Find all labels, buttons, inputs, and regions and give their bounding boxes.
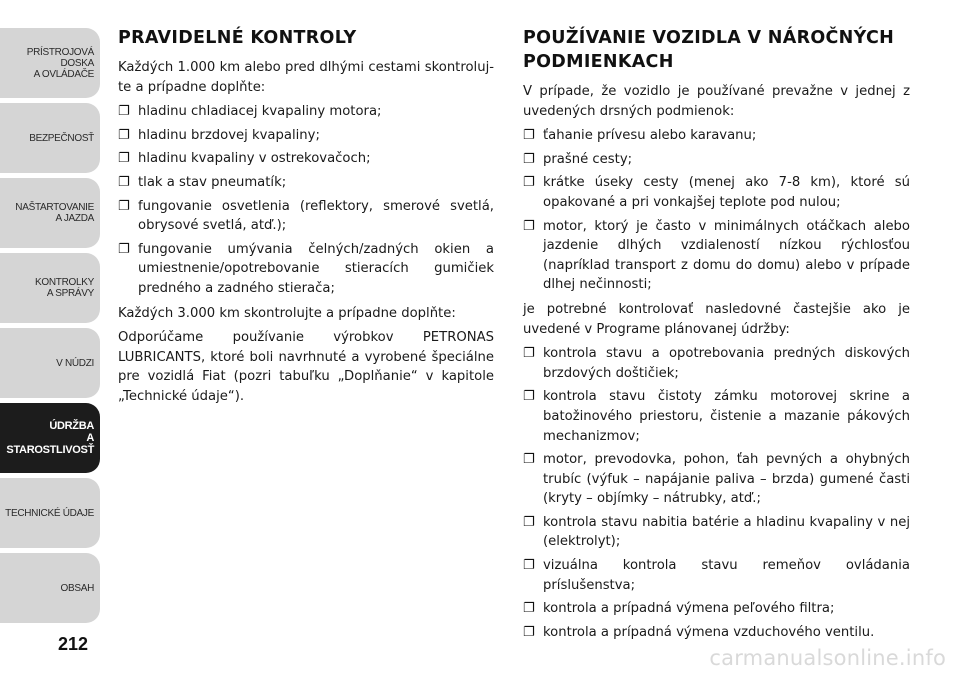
checkbox-icon: ❐ xyxy=(523,218,535,234)
checkbox-icon: ❐ xyxy=(523,558,535,574)
checkbox-icon: ❐ xyxy=(523,514,535,530)
page-number: 212 xyxy=(58,634,89,654)
tab-technicke-udaje[interactable]: TECHNICKÉ ÚDAJE xyxy=(0,478,100,548)
list-item: ❐ hladinu chladiacej kvapaliny motora; xyxy=(118,102,494,122)
checkbox-icon: ❐ xyxy=(523,452,535,468)
tab-obsah[interactable]: OBSAH xyxy=(0,553,100,623)
checkbox-icon: ❐ xyxy=(523,601,535,617)
left-checklist xyxy=(118,102,494,298)
checkbox-icon: ❐ xyxy=(523,128,535,144)
checkbox-icon: ❐ xyxy=(118,151,130,167)
section-title-pravidelne-kontroly: PRAVIDELNÉ KONTROLY xyxy=(118,28,357,48)
list-item: ❐ motor, ktorý je často v minimálnych otáčkach alebo jazdenie dlhých vzdialeností nízkou rýchlosťou (napríklad transport z domu do domu) alebo v prípade dlhej nečinnosti; xyxy=(523,218,910,293)
section-title-narocne-podmienky: POUŽÍVANIE VOZIDLA V NÁROČNÝCH PODMIENKACH xyxy=(523,28,895,72)
checkbox-icon: ❐ xyxy=(118,127,130,143)
tab-udrzba-active[interactable]: ÚDRŽBA A STAROSTLIVOSŤ xyxy=(0,403,100,473)
list-item: ❐ kontrola stavu čistoty zámku motorovej skrine a batožinového priestoru, čistenie a mazanie pákových mechanizmov; xyxy=(523,389,910,444)
tab-nastartovanie[interactable]: NAŠTARTOVANIE A JAZDA xyxy=(0,178,100,248)
checkbox-icon: ❐ xyxy=(523,389,535,405)
list-item: ❐ prašné cesty; xyxy=(523,150,910,170)
watermark: carmanualsonline.info xyxy=(709,646,946,670)
left-intro: Každých 1.000 km alebo pred dlhými cestami skontroluj-te a prípadne doplňte: xyxy=(118,60,494,95)
right-column xyxy=(523,26,910,647)
checkbox-icon: ❐ xyxy=(118,241,130,257)
list-item: ❐ hladinu brzdovej kvapaliny; xyxy=(118,126,494,146)
list-item: ❐ tlak a stav pneumatík; xyxy=(118,173,494,193)
checkbox-icon: ❐ xyxy=(118,174,130,190)
list-item: ❐ fungovanie umývania čelných/zadných okien a umiestnenie/opotrebovanie stieracích gumičiek predného a zadného stierača; xyxy=(118,241,494,296)
list-item: ❐ krátke úseky cesty (menej ako 7-8 km), ktoré sú opakované a pri vonkajšej teplote pod nulou; xyxy=(523,175,910,210)
tab-pristrojova-doska[interactable]: PRÍSTROJOVÁ DOSKA A OVLÁDAČE xyxy=(0,28,100,98)
list-item: ❐ ťahanie prívesu alebo karavanu; xyxy=(523,126,910,146)
left-para-petronas: Odporúčame používanie výrobkov PETRONAS LUBRICANTS, ktoré boli navrhnuté a vyrobené špeciálne pre vozidlá Fiat (pozri tabuľku „Doplňanie“ v kapitole „Technické údaje“). xyxy=(118,330,494,404)
left-column xyxy=(118,26,494,412)
list-item: ❐ fungovanie osvetlenia (reflektory, smerové svetlá, obrysové svetlá, atď.); xyxy=(118,198,494,234)
list-item: ❐ kontrola a prípadná výmena peľového filtra; xyxy=(523,599,910,619)
checkbox-icon: ❐ xyxy=(523,151,535,167)
list-item: ❐ hladinu kvapaliny v ostrekovačoch; xyxy=(118,149,494,169)
tab-bezpecnost[interactable]: BEZPEČNOSŤ xyxy=(0,103,100,173)
checkbox-icon: ❐ xyxy=(118,104,130,120)
left-para-3000km: Každých 3.000 km skontrolujte a prípadne doplňte: xyxy=(118,305,456,321)
list-item: ❐ kontrola stavu nabitia batérie a hladinu kvapaliny v nej (elektrolyt); xyxy=(523,514,910,550)
checkbox-icon: ❐ xyxy=(523,624,535,640)
right-checks-list xyxy=(523,344,910,642)
list-item: ❐ kontrola stavu a opotrebovania predných diskových brzdových doštičiek; xyxy=(523,346,910,381)
checkbox-icon: ❐ xyxy=(523,346,535,362)
tab-v-nudzi[interactable]: V NÚDZI xyxy=(0,328,100,398)
checkbox-icon: ❐ xyxy=(118,198,130,214)
right-para-kontrolovat: je potrebné kontrolovať nasledovné častejšie ako je uvedené v Programe plánovanej údržby: xyxy=(523,301,910,337)
list-item: ❐ vizuálna kontrola stavu remeňov ovládania príslušenstva; xyxy=(523,558,910,593)
list-item: ❐ kontrola a prípadná výmena vzduchového ventilu. xyxy=(523,623,910,643)
checkbox-icon: ❐ xyxy=(523,175,535,191)
right-intro: V prípade, že vozidlo je používané prevažne v jednej z uvedených drsných podmienok: xyxy=(523,84,910,119)
right-conditions-list xyxy=(523,126,910,295)
list-item: ❐ motor, prevodovka, pohon, ťah pevných a ohybných trubíc (výfuk – napájanie paliva – brzda) gumené časti (kryty – objímky – nátrubky, atď.; xyxy=(523,452,910,507)
tab-kontrolky[interactable]: KONTROLKY A SPRÁVY xyxy=(0,253,100,323)
